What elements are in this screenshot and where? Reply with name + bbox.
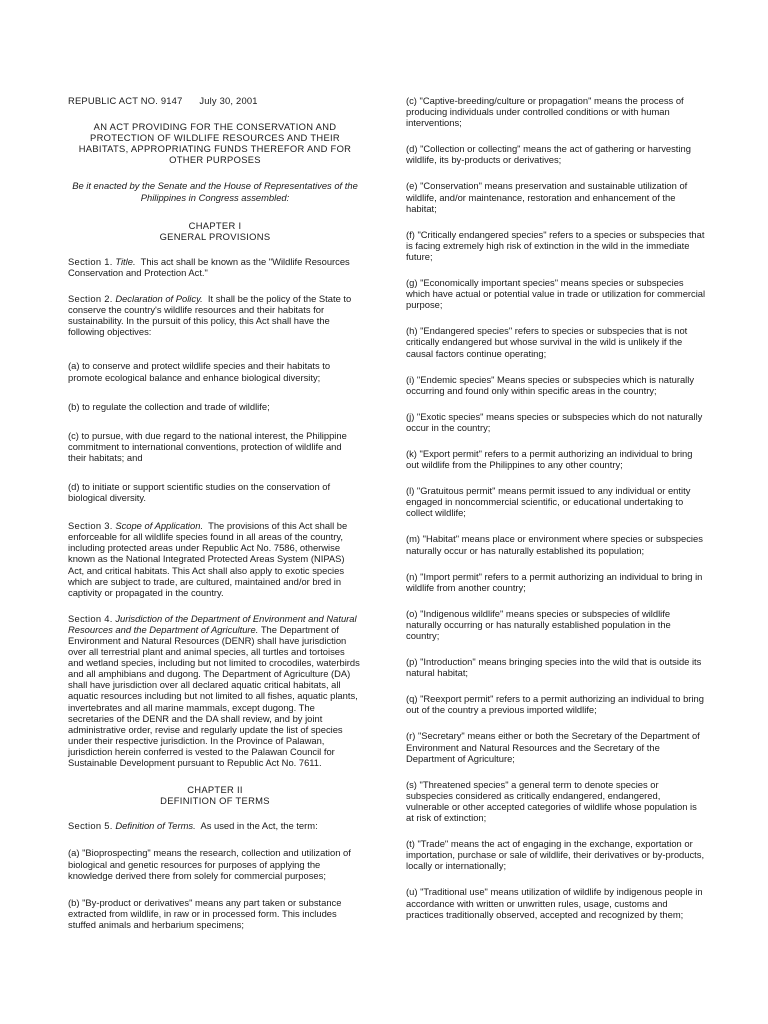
definition-r: (r) "Secretary" means either or both the Secretary of the Department of Environment and Natural Resources and the Secretary of the Department of Agriculture;: [406, 730, 700, 764]
section-2-number: Section 2.: [68, 293, 113, 305]
definition-e: (e) "Conservation" means preservation and sustainable utilization of wildlife, and/or maintenance, restoration and enhancement of the habitat;: [406, 180, 688, 214]
definition-a: (a) "Bioprospecting" means the research, collection and utilization of biological and genetic resources for purposes of applying the knowledge derived there from solely for commercial purposes;: [68, 847, 351, 881]
act-title: AN ACT PROVIDING FOR THE CONSERVATION AND PROTECTION OF WILDLIFE RESOURCES AND THEIR HABITATS, APPROPRIATING FUNDS THEREFOR AND FOR OTHER PURPOSES: [78, 121, 352, 166]
act-header: [68, 95, 362, 106]
objective-d: (d) to initiate or support scientific studies on the conservation of biological diversity.: [68, 480, 331, 504]
section-1-text: This act shall be known as the "Wildlife Resources Conservation and Protection Act.": [68, 255, 350, 278]
definition-i: (i) "Endemic species" Means species or subspecies which is naturally occurring and found only within specific areas in the country;: [406, 373, 695, 396]
section-4-number: Section 4.: [68, 612, 113, 624]
objective-c: (c) to pursue, with due regard to the national interest, the Philippine commitment to international conventions, protection of wildlife and their habitats; and: [68, 429, 347, 463]
definition-t: (t) "Trade" means the act of engaging in the exchange, exportation or importation, purchase or sale of wildlife, their derivatives or by-products, locally or internationally;: [406, 838, 705, 872]
left-column: [68, 95, 362, 930]
section-4-text: The Department of Environment and Natural Resources (DENR) shall have jurisdiction over all terrestrial plant and animal species, all turtles and tortoises and wetland species, including but not limited to crocodiles, waterbirds and all amphibians and dugong. The Department of Agriculture (DA) shall have jurisdiction over all declared aquatic critical habitats, all aquatic resources including but not limited to all fishes, aquatic plants, invertebrates and all marine mammals, except dugong. The secretaries of the DENR and the DA shall review, and by joint administrative order, revise and regularly update the list of species under their respective jurisdiction. In the Province of Palawan, jurisdiction herein conferred is vested to the Palawan Council for Sustainable Development pursuant to Republic Act No. 7611.: [68, 623, 360, 769]
section-2: [68, 293, 362, 337]
definition-f: (f) "Critically endangered species" refers to a species or subspecies that is facing extremely high risk of extinction in the wild in the immediate future;: [406, 228, 705, 262]
section-5: [68, 820, 362, 831]
chapter-1-title: GENERAL PROVISIONS: [159, 230, 271, 242]
definition-b: (b) "By-product or derivatives" means any part taken or substance extracted from wildlife, in raw or in processed form. This includes stuffed animals and herbarium specimens;: [68, 896, 342, 930]
right-column: [406, 95, 706, 920]
definition-p: (p) "Introduction" means bringing species into the wild that is outside its natural habitat;: [406, 656, 702, 679]
act-date: July 30, 2001: [199, 95, 258, 106]
chapter-2-number: CHAPTER II: [187, 784, 243, 796]
enacting-clause: Be it enacted by the Senate and the House of Representatives of the Philippines in Congress assembled:: [72, 180, 358, 203]
section-2-text: It shall be the policy of the State to conserve the country's wildlife resources and their habitats for sustainability. In the pursuit of this policy, this Act shall have the following objectives:: [68, 293, 352, 338]
definition-k: (k) "Export permit" refers to a permit authorizing an individual to bring out wildlife from the Philippines to any other country;: [406, 447, 693, 471]
definition-d: (d) "Collection or collecting" means the act of gathering or harvesting wildlife, its by-products or derivatives;: [406, 143, 691, 166]
section-1-number: Section 1.: [68, 255, 113, 267]
definition-g: (g) "Economically important species" means species or subspecies which have actual or potential value in trade or utilization for commercial purpose;: [406, 277, 706, 311]
section-3: [68, 520, 362, 598]
chapter-2-title: DEFINITION OF TERMS: [160, 795, 270, 807]
section-3-number: Section 3.: [68, 520, 113, 532]
definition-s: (s) "Threatened species" a general term to denote species or subspecies considered as critically endangered, endangered, vulnerable or other accepted categories of wildlife whose population is at risk of extinction;: [406, 778, 697, 824]
section-5-text: As used in the Act, the term:: [200, 820, 318, 832]
section-5-heading: Definition of Terms.: [115, 820, 196, 832]
chapter-1-heading: [68, 220, 362, 242]
objective-b: (b) to regulate the collection and trade of wildlife;: [68, 400, 270, 412]
definition-j: (j) "Exotic species" means species or subspecies which do not naturally occur in the country;: [406, 410, 703, 433]
act-number: REPUBLIC ACT NO. 9147: [68, 95, 183, 106]
definition-n: (n) "Import permit" refers to a permit authorizing an individual to bring in wildlife from another country;: [406, 570, 703, 593]
section-4: [68, 613, 362, 768]
section-3-heading: Scope of Application.: [115, 520, 204, 532]
section-1-heading: Title.: [115, 255, 136, 267]
chapter-2-heading: [68, 784, 362, 806]
definition-u: (u) "Traditional use" means utilization of wildlife by indigenous people in accordance with written or unwritten rules, usage, customs and practices traditionally observed, accepted and recognized by them;: [406, 886, 703, 920]
section-5-number: Section 5.: [68, 820, 113, 832]
chapter-1-number: CHAPTER I: [188, 219, 242, 231]
definition-m: (m) "Habitat" means place or environment where species or subspecies naturally occur or has naturally established its population;: [406, 533, 703, 556]
definition-o: (o) "Indigenous wildlife" means species or subspecies of wildlife naturally occurring or has naturally established population in the country;: [406, 607, 671, 641]
definition-h: (h) "Endangered species" refers to species or subspecies that is not critically endangered but whose survival in the wild is unlikely if the causal factors continue operating;: [406, 325, 688, 359]
section-4-heading: Jurisdiction of the Department of Environment and Natural Resources and the Department of Agriculture.: [68, 612, 357, 635]
section-1: [68, 256, 362, 278]
section-2-heading: Declaration of Policy.: [115, 293, 203, 305]
definition-q: (q) "Reexport permit" refers to a permit authorizing an individual to bring out of the country a previous imported wildlife;: [406, 693, 704, 716]
section-3-text: The provisions of this Act shall be enforceable for all wildlife species found in all areas of the country, including protected areas under Republic Act No. 7586, otherwise known as the National Integrated Protected Areas System (NIPAS) Act, and critical habitats. This Act shall also apply to exotic species which are subject to trade, are cultured, maintained and/or bred in captivity or propagated in the country.: [68, 520, 348, 598]
definition-l: (l) "Gratuitous permit" means permit issued to any individual or entity engaged in noncommercial scientific, or educational undertaking to collect wildlife;: [406, 485, 691, 519]
definition-c: (c) "Captive-breeding/culture or propagation" means the process of producing individuals under controlled conditions or with human interventions;: [406, 95, 684, 129]
objective-a: (a) to conserve and protect wildlife species and their habitats to promote ecological balance and enhance biological diversity;: [68, 360, 331, 383]
